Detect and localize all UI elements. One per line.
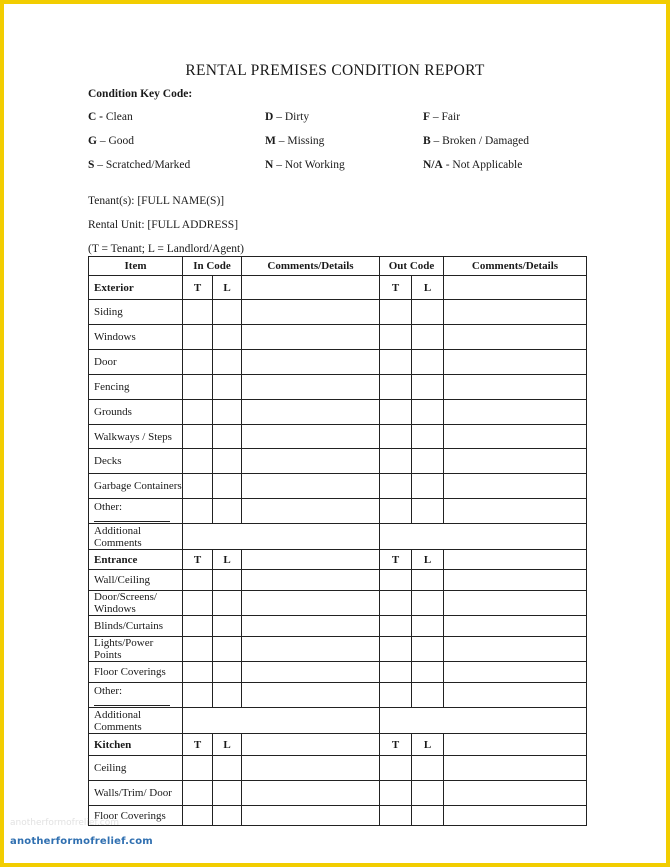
item-label [89, 449, 183, 474]
in-landlord-cell[interactable] [213, 570, 242, 591]
item-label-text: Door/Screens/ Windows [94, 591, 157, 615]
out-tenant-cell[interactable] [380, 449, 412, 474]
in-landlord-cell[interactable] [213, 591, 242, 616]
item-label [89, 781, 183, 806]
out-comments-cell[interactable] [444, 591, 587, 616]
out-landlord-cell[interactable] [412, 474, 444, 499]
out-tenant-cell[interactable] [380, 616, 412, 637]
item-label-text: Walls/Trim/ Door [94, 787, 172, 799]
in-comments-cell[interactable] [242, 570, 380, 591]
out-comments-cell[interactable] [444, 449, 587, 474]
out-landlord-cell[interactable] [412, 300, 444, 325]
item-label [89, 616, 183, 637]
item-label-text: Wall/Ceiling [94, 574, 150, 586]
item-label [89, 637, 183, 662]
out-tenant-cell[interactable] [380, 499, 412, 524]
table-row [89, 591, 587, 616]
out-tenant-cell[interactable] [380, 806, 412, 826]
out-landlord-label: L [412, 734, 444, 756]
key-code-not-working: N – Not Working [265, 159, 345, 171]
header-out-code: Out Code [380, 257, 444, 276]
out-comments-cell[interactable] [444, 474, 587, 499]
in-tenant-cell[interactable] [183, 499, 213, 524]
other-write-line[interactable] [94, 521, 170, 522]
in-tenant-cell[interactable] [183, 591, 213, 616]
key-code-clean: C - Clean [88, 111, 133, 123]
header-comments-out: Comments/Details [444, 257, 587, 276]
table-row [89, 781, 587, 806]
in-tenant-cell[interactable] [183, 637, 213, 662]
item-label [89, 499, 183, 524]
in-landlord-label: L [213, 734, 242, 756]
out-comments-cell[interactable] [444, 734, 587, 756]
out-comments-cell[interactable] [444, 350, 587, 375]
header-item: Item [89, 257, 183, 276]
in-comments-cell[interactable] [242, 806, 380, 826]
key-code-dirty: D – Dirty [265, 111, 310, 123]
item-label [89, 375, 183, 400]
item-label-text: Decks [94, 455, 122, 467]
in-comments-cell[interactable] [242, 276, 380, 300]
in-tenant-cell[interactable] [183, 449, 213, 474]
out-tenant-cell[interactable] [380, 425, 412, 449]
legend-line: (T = Tenant; L = Landlord/Agent) [88, 243, 244, 255]
item-label [89, 708, 183, 734]
item-label [89, 350, 183, 375]
in-landlord-cell[interactable] [213, 781, 242, 806]
out-landlord-cell[interactable] [412, 756, 444, 781]
in-comments-cell[interactable] [242, 350, 380, 375]
table-row [89, 425, 587, 449]
out-tenant-cell[interactable] [380, 350, 412, 375]
section-label: Entrance [89, 550, 183, 570]
in-landlord-cell[interactable] [213, 806, 242, 826]
item-label-text: Floor Coverings [94, 666, 166, 678]
in-landlord-cell[interactable] [213, 637, 242, 662]
item-label-text: Blinds/Curtains [94, 620, 164, 632]
in-comments-cell[interactable] [242, 683, 380, 708]
item-label [89, 325, 183, 350]
in-comments-cell[interactable] [242, 449, 380, 474]
out-landlord-cell[interactable] [412, 400, 444, 425]
out-landlord-cell[interactable] [412, 806, 444, 826]
item-label [89, 683, 183, 708]
out-landlord-cell[interactable] [412, 781, 444, 806]
in-comments-cell[interactable] [242, 325, 380, 350]
item-label-text: Floor Coverings [94, 809, 166, 822]
out-landlord-label: L [412, 276, 444, 300]
in-tenant-cell[interactable] [183, 662, 213, 683]
section-label: Exterior [89, 276, 183, 300]
key-code-fair: F – Fair [423, 111, 461, 123]
in-comments-cell[interactable] [242, 616, 380, 637]
additional-comments-in-cell[interactable] [183, 708, 380, 734]
in-landlord-label: L [213, 276, 242, 300]
out-landlord-cell[interactable] [412, 570, 444, 591]
in-tenant-label: T [183, 550, 213, 570]
in-tenant-cell[interactable] [183, 570, 213, 591]
out-comments-cell[interactable] [444, 276, 587, 300]
header-comments-in: Comments/Details [242, 257, 380, 276]
section-label: Kitchen [89, 734, 183, 756]
out-landlord-cell[interactable] [412, 499, 444, 524]
in-tenant-cell[interactable] [183, 683, 213, 708]
out-comments-cell[interactable] [444, 425, 587, 449]
key-code-good: G – Good [88, 135, 135, 147]
out-tenant-label: T [380, 550, 412, 570]
in-comments-cell[interactable] [242, 474, 380, 499]
item-label [89, 570, 183, 591]
section-row [89, 550, 587, 570]
table-row [89, 350, 587, 375]
in-tenant-cell[interactable] [183, 350, 213, 375]
out-tenant-cell[interactable] [380, 570, 412, 591]
out-landlord-cell[interactable] [412, 425, 444, 449]
in-comments-cell[interactable] [242, 375, 380, 400]
in-tenant-cell[interactable] [183, 781, 213, 806]
in-landlord-cell[interactable] [213, 325, 242, 350]
out-tenant-label: T [380, 734, 412, 756]
in-comments-cell[interactable] [242, 550, 380, 570]
table-row [89, 662, 587, 683]
item-label [89, 662, 183, 683]
item-label-text: Additional Comments [94, 524, 142, 549]
additional-comments-out-cell[interactable] [380, 524, 587, 550]
out-tenant-cell[interactable] [380, 474, 412, 499]
out-comments-cell[interactable] [444, 499, 587, 524]
in-tenant-cell[interactable] [183, 756, 213, 781]
item-label-text: Other: [94, 684, 123, 697]
item-label-text: Walkways / Steps [94, 430, 172, 443]
in-tenant-label: T [183, 276, 213, 300]
out-tenant-cell[interactable] [380, 683, 412, 708]
out-comments-cell[interactable] [444, 683, 587, 708]
condition-table [88, 256, 587, 826]
table-row [89, 474, 587, 499]
item-label-text: Additional Comments [94, 708, 142, 733]
in-landlord-cell[interactable] [213, 425, 242, 449]
in-comments-cell[interactable] [242, 756, 380, 781]
out-landlord-cell[interactable] [412, 350, 444, 375]
out-comments-cell[interactable] [444, 325, 587, 350]
out-comments-cell[interactable] [444, 806, 587, 826]
out-tenant-cell[interactable] [380, 375, 412, 400]
out-comments-cell[interactable] [444, 756, 587, 781]
out-comments-cell[interactable] [444, 550, 587, 570]
in-comments-cell[interactable] [242, 781, 380, 806]
out-comments-cell[interactable] [444, 662, 587, 683]
in-tenant-cell[interactable] [183, 806, 213, 826]
in-landlord-cell[interactable] [213, 683, 242, 708]
in-comments-cell[interactable] [242, 734, 380, 756]
out-comments-cell[interactable] [444, 637, 587, 662]
item-label-text: Lights/Power Points [94, 637, 154, 661]
out-landlord-cell[interactable] [412, 591, 444, 616]
out-tenant-cell[interactable] [380, 300, 412, 325]
item-label [89, 400, 183, 425]
in-tenant-cell[interactable] [183, 400, 213, 425]
in-landlord-cell[interactable] [213, 756, 242, 781]
condition-key-heading: Condition Key Code: [88, 88, 193, 100]
in-tenant-cell[interactable] [183, 474, 213, 499]
additional-comments-out-cell[interactable] [380, 708, 587, 734]
table-row [89, 637, 587, 662]
out-tenant-cell[interactable] [380, 756, 412, 781]
out-comments-cell[interactable] [444, 300, 587, 325]
out-tenant-cell[interactable] [380, 591, 412, 616]
in-landlord-cell[interactable] [213, 300, 242, 325]
out-landlord-cell[interactable] [412, 637, 444, 662]
out-landlord-cell[interactable] [412, 662, 444, 683]
in-tenant-label: T [183, 734, 213, 756]
item-label-text: Garbage Containers [94, 480, 182, 492]
table-row [89, 375, 587, 400]
key-code-missing: M – Missing [265, 135, 325, 147]
item-label-text: Grounds [94, 406, 132, 418]
in-landlord-cell[interactable] [213, 400, 242, 425]
in-comments-cell[interactable] [242, 300, 380, 325]
table-row [89, 708, 587, 734]
header-in-code: In Code [183, 257, 242, 276]
in-landlord-cell[interactable] [213, 499, 242, 524]
item-label-text: Door [94, 356, 117, 368]
in-landlord-cell[interactable] [213, 616, 242, 637]
in-tenant-cell[interactable] [183, 616, 213, 637]
in-tenant-cell[interactable] [183, 425, 213, 449]
table-row [89, 300, 587, 325]
table-row [89, 683, 587, 708]
table-row [89, 756, 587, 781]
in-comments-cell[interactable] [242, 591, 380, 616]
in-landlord-cell[interactable] [213, 375, 242, 400]
site-watermark: anotherformofrelief.com [10, 836, 153, 847]
out-landlord-cell[interactable] [412, 375, 444, 400]
rental-unit-line: Rental Unit: [FULL ADDRESS] [88, 219, 239, 231]
faint-watermark: anotherformofrelief.com [10, 818, 120, 828]
key-code-broken: B – Broken / Damaged [423, 135, 530, 147]
table-row [89, 570, 587, 591]
out-tenant-cell[interactable] [380, 781, 412, 806]
item-label [89, 591, 183, 616]
out-tenant-cell[interactable] [380, 637, 412, 662]
section-row [89, 276, 587, 300]
item-label [89, 474, 183, 499]
in-tenant-cell[interactable] [183, 300, 213, 325]
table-row [89, 449, 587, 474]
in-landlord-cell[interactable] [213, 662, 242, 683]
in-landlord-label: L [213, 550, 242, 570]
out-landlord-cell[interactable] [412, 683, 444, 708]
item-label-text: Fencing [94, 381, 130, 393]
item-label [89, 756, 183, 781]
tenants-line: Tenant(s): [FULL NAME(S)] [88, 195, 225, 207]
table-row [89, 806, 587, 826]
in-comments-cell[interactable] [242, 637, 380, 662]
table-row [89, 499, 587, 524]
in-landlord-cell[interactable] [213, 449, 242, 474]
table-header-row [89, 257, 587, 276]
table-row [89, 325, 587, 350]
out-landlord-label: L [412, 550, 444, 570]
out-tenant-cell[interactable] [380, 325, 412, 350]
out-comments-cell[interactable] [444, 781, 587, 806]
out-comments-cell[interactable] [444, 375, 587, 400]
out-tenant-cell[interactable] [380, 400, 412, 425]
table-row [89, 400, 587, 425]
out-tenant-cell[interactable] [380, 662, 412, 683]
other-write-line[interactable] [94, 705, 170, 706]
in-tenant-cell[interactable] [183, 375, 213, 400]
item-label-text: Other: [94, 500, 123, 513]
in-comments-cell[interactable] [242, 499, 380, 524]
item-label-text: Windows [94, 331, 136, 343]
key-code-not-applicable: N/A - Not Applicable [423, 159, 523, 171]
item-label [89, 524, 183, 550]
item-label [89, 300, 183, 325]
item-label [89, 425, 183, 449]
in-tenant-cell[interactable] [183, 325, 213, 350]
in-landlord-cell[interactable] [213, 474, 242, 499]
out-tenant-label: T [380, 276, 412, 300]
out-landlord-cell[interactable] [412, 449, 444, 474]
out-comments-cell[interactable] [444, 570, 587, 591]
document-title: RENTAL PREMISES CONDITION REPORT [185, 62, 485, 79]
out-landlord-cell[interactable] [412, 616, 444, 637]
in-landlord-cell[interactable] [213, 350, 242, 375]
table-row [89, 616, 587, 637]
table-row [89, 524, 587, 550]
key-code-scratched: S – Scratched/Marked [88, 159, 191, 171]
out-comments-cell[interactable] [444, 400, 587, 425]
out-comments-cell[interactable] [444, 616, 587, 637]
additional-comments-in-cell[interactable] [183, 524, 380, 550]
in-comments-cell[interactable] [242, 400, 380, 425]
in-comments-cell[interactable] [242, 425, 380, 449]
item-label-text: Ceiling [94, 762, 127, 774]
in-comments-cell[interactable] [242, 662, 380, 683]
out-landlord-cell[interactable] [412, 325, 444, 350]
item-label-text: Siding [94, 306, 123, 318]
section-row [89, 734, 587, 756]
